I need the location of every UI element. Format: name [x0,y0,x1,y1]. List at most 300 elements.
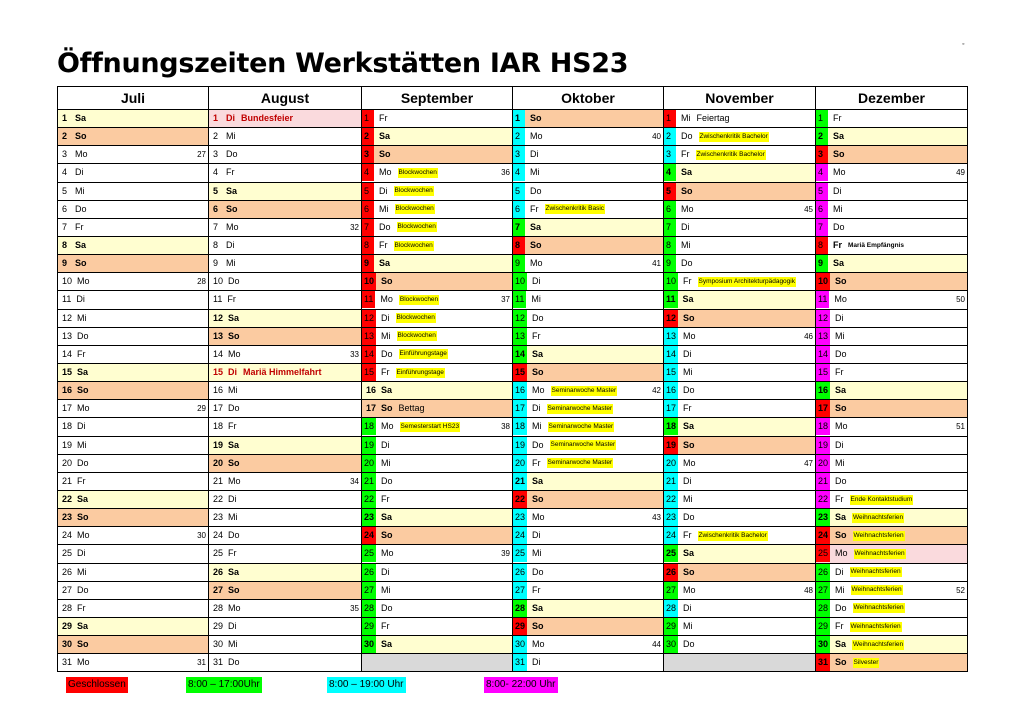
day-cell [664,636,816,654]
weekday-label: So [228,457,240,468]
weekday-label: Mo [379,167,392,178]
day-number: 20 [664,455,678,472]
day-cell [58,545,209,563]
day-number: 14 [513,346,527,363]
day-cell [209,636,362,654]
day-cell [664,654,816,672]
table-row [58,490,968,508]
table-row [58,454,968,472]
weekday-label: So [835,403,847,414]
day-cell [513,236,664,254]
day-cell [58,345,209,363]
day-number: 6 [664,201,676,218]
table-row [58,400,968,418]
day-number: 21 [213,475,224,486]
week-number: 44 [652,640,661,650]
table-row [58,617,968,635]
day-number: 5 [213,185,219,196]
day-cell [362,654,513,672]
event-label: Bundesfeier [241,113,294,124]
week-number: 45 [804,204,813,214]
day-cell [664,509,816,527]
table-row [58,527,968,545]
day-cell [362,291,513,309]
weekday-label: Fr [835,367,844,378]
weekday-label: Mo [77,657,90,668]
day-number: 26 [362,564,376,581]
day-cell [816,363,968,381]
day-number: 5 [816,183,828,200]
day-number: 31 [213,657,224,668]
day-cell [816,472,968,490]
day-number: 22 [62,494,73,505]
weekday-label: Mi [228,639,238,650]
day-cell [513,327,664,345]
day-cell [209,617,362,635]
day-cell [209,309,362,327]
day-number: 16 [513,382,527,399]
table-row [58,418,968,436]
day-number: 4 [62,167,68,178]
day-cell [816,273,968,291]
day-number: 5 [513,183,525,200]
day-cell [362,454,513,472]
day-cell [58,309,209,327]
week-number: 49 [956,168,965,178]
day-cell [816,400,968,418]
event-tag: Zwischenkritik Bachelor [699,132,768,140]
day-number: 20 [362,455,376,472]
day-cell [816,182,968,200]
day-number: 19 [213,439,224,450]
event-tag: Weihnachtsferien [853,640,904,648]
day-cell [816,255,968,273]
day-number: 16 [366,385,377,396]
day-cell [362,436,513,454]
day-cell [664,255,816,273]
calendar-table [57,86,968,672]
day-cell [209,218,362,236]
weekday-label: Mi [226,131,236,142]
weekday-label: Di [833,185,842,196]
day-cell [513,146,664,164]
weekday-label: Mi [77,312,87,323]
weekday-label: So [835,530,847,541]
week-number: 42 [652,386,661,396]
day-number: 4 [362,164,374,181]
event-tag: Blockwochen [397,332,436,340]
day-number: 19 [513,437,527,454]
event-tag: Ende Kontaktstudium [850,495,913,503]
event-label: Bettag [398,403,425,414]
day-cell [209,382,362,400]
weekday-label: Mi [683,494,693,505]
day-cell [58,164,209,182]
weekday-label: Fr [683,276,692,287]
day-cell [513,218,664,236]
day-cell [816,291,968,309]
day-cell [816,418,968,436]
weekday-label: So [681,185,693,196]
day-number: 21 [664,473,678,490]
day-number: 7 [816,219,828,236]
day-number: 27 [816,582,830,599]
day-number: 6 [816,201,828,218]
day-cell [816,218,968,236]
day-number: 8 [513,237,525,254]
event-tag: Seminarwoche Master [548,422,614,430]
day-number: 4 [213,167,219,178]
day-cell [209,545,362,563]
day-cell [664,436,816,454]
day-cell [513,527,664,545]
day-number: 23 [62,512,73,523]
day-number: 30 [362,636,376,653]
day-cell [209,128,362,146]
table-row [58,581,968,599]
day-number: 1 [816,110,828,127]
day-number: 29 [513,618,527,635]
day-cell [209,146,362,164]
day-number: 25 [62,548,73,559]
table-row [58,291,968,309]
day-cell [362,382,513,400]
day-cell [816,454,968,472]
day-number: 24 [513,527,527,544]
day-number: 11 [816,291,829,308]
day-number: 28 [213,602,224,613]
weekday-label: Sa [835,639,847,650]
day-number: 8 [816,237,828,254]
table-row [58,273,968,291]
day-cell [664,236,816,254]
week-number: 34 [350,476,359,486]
day-cell [513,436,664,454]
weekday-label: Mo [228,348,241,359]
day-cell [362,527,513,545]
day-cell [513,636,664,654]
weekday-label: Do [228,403,240,414]
day-number: 12 [362,310,376,327]
day-number: 6 [362,201,374,218]
day-number: 18 [213,421,224,432]
weekday-label: So [226,203,238,214]
day-cell [664,472,816,490]
day-cell [58,509,209,527]
day-number: 5 [62,185,68,196]
day-cell [362,490,513,508]
day-cell [513,400,664,418]
table-row [58,146,968,164]
day-number: 11 [62,294,72,305]
day-number: 21 [62,475,73,486]
day-number: 27 [213,584,224,595]
day-number: 9 [664,255,676,272]
weekday-label: Mo [835,548,848,559]
day-number: 26 [513,564,527,581]
weekday-label: Di [75,167,84,178]
weekday-label: Mo [834,294,847,305]
weekday-label: Do [228,530,240,541]
day-number: 18 [513,418,527,435]
day-cell [209,563,362,581]
day-cell [513,291,664,309]
day-number: 31 [816,654,830,671]
day-cell [362,327,513,345]
week-number: 39 [501,549,510,559]
day-number: 20 [513,455,527,472]
weekday-label: Mi [530,167,540,178]
day-cell [209,327,362,345]
day-number: 12 [513,310,527,327]
weekday-label: Mo [683,457,696,468]
weekday-label: Mi [681,113,691,124]
event-label: Feiertag [696,113,730,124]
weekday-label: Sa [228,312,240,323]
day-cell [816,309,968,327]
day-cell [513,509,664,527]
weekday-label: Sa [228,566,240,577]
day-number: 13 [816,328,830,345]
weekday-label: Fr [835,494,844,505]
day-cell [362,110,513,128]
day-cell [513,581,664,599]
weekday-label: Do [532,312,544,323]
day-number: 12 [816,310,830,327]
day-number: 17 [513,400,527,417]
weekday-label: Do [530,185,542,196]
weekday-label: So [532,367,544,378]
day-number: 9 [213,258,219,269]
weekday-label: Di [381,566,390,577]
day-cell [209,490,362,508]
day-cell [58,563,209,581]
day-cell [58,327,209,345]
day-cell [816,599,968,617]
day-number: 2 [362,128,374,145]
weekday-label: Mi [228,385,238,396]
weekday-label: So [75,131,87,142]
week-number: 51 [956,422,965,432]
day-number: 14 [213,348,224,359]
day-number: 13 [513,328,527,345]
table-row [58,345,968,363]
day-cell [362,309,513,327]
event-tag: Symposium Architekturpädagogik [698,277,795,285]
event-tag: Blockwochen [394,241,433,249]
month-header: September [362,87,513,110]
weekday-label: Sa [835,512,847,523]
weekday-label: So [379,149,391,160]
day-number: 5 [362,183,374,200]
day-number: 21 [816,473,830,490]
day-cell [209,436,362,454]
weekday-label: Mi [381,457,391,468]
day-cell [209,454,362,472]
day-cell [664,400,816,418]
weekday-label: Do [77,457,89,468]
weekday-label: Mi [681,240,691,251]
day-number: 15 [362,364,376,381]
table-row [58,182,968,200]
weekday-label: Sa [228,439,240,450]
weekday-label: Di [683,602,692,613]
week-number: 29 [197,404,206,414]
day-number: 29 [664,618,678,635]
day-number: 30 [664,636,678,653]
weekday-label: Sa [532,602,544,613]
day-cell [513,454,664,472]
day-number: 7 [664,219,676,236]
event-tag: Zwischenkritik Bachelor [698,531,767,539]
day-cell [362,545,513,563]
day-cell [664,418,816,436]
month-header: August [209,87,362,110]
day-number: 25 [816,545,830,562]
day-number: 6 [213,203,219,214]
day-number: 6 [513,201,525,218]
day-number: 27 [513,582,527,599]
weekday-label: Sa [381,639,393,650]
weekday-label: Mi [833,203,843,214]
weekday-label: Mo [381,421,394,432]
weekday-label: Sa [379,131,391,142]
day-number: 30 [62,639,73,650]
weekday-label: Mi [683,621,693,631]
weekday-label: Mo [532,512,545,523]
weekday-label: Sa [75,240,87,251]
day-number: 3 [664,146,676,163]
table-row [58,110,968,128]
weekday-label: So [530,113,542,124]
day-number: 17 [213,403,224,414]
day-cell [816,636,968,654]
weekday-label: Do [228,657,240,668]
event-tag: Blockwochen [395,205,434,213]
event-tag: Blockwochen [396,314,435,322]
day-number: 13 [362,328,376,345]
weekday-label: So [530,240,542,251]
weekday-label: Sa [833,131,845,142]
day-cell [209,400,362,418]
day-number: 11 [213,294,223,305]
day-cell [362,563,513,581]
day-number: 6 [62,203,68,214]
weekday-label: Sa [682,294,694,305]
weekday-label: Sa [532,475,544,486]
day-number: 23 [362,509,376,526]
legend-item: 8:00 – 19:00 Uhr [327,677,406,693]
day-cell [58,363,209,381]
table-row [58,327,968,345]
weekday-label: So [683,439,695,450]
day-cell [362,509,513,527]
day-number: 9 [816,255,828,272]
weekday-label: So [381,276,393,287]
weekday-label: Sa [681,167,693,178]
day-cell [816,236,968,254]
day-number: 14 [362,346,376,363]
weekday-label: Mo [228,475,241,486]
weekday-label: Di [835,439,844,450]
weekday-label: Sa [683,548,695,559]
day-cell [816,563,968,581]
table-row [58,382,968,400]
weekday-label: Do [379,221,391,232]
weekday-label: Mo [835,421,848,432]
day-cell [58,400,209,418]
table-row [58,545,968,563]
weekday-label: Do [532,439,544,450]
day-cell [58,418,209,436]
day-number: 9 [62,258,68,269]
day-number: 8 [664,237,676,254]
weekday-label: Di [381,312,390,323]
event-tag: Weihnachtsferien [854,549,905,557]
day-number: 22 [816,491,830,508]
day-cell [58,110,209,128]
day-number: 24 [362,527,376,544]
day-cell [209,110,362,128]
weekday-label: Fr [379,240,388,251]
day-number: 24 [664,527,678,544]
weekday-label: Fr [833,113,842,124]
weekday-label: So [835,276,847,287]
weekday-label: Do [681,258,693,269]
day-cell [513,200,664,218]
table-row [58,599,968,617]
day-number: 30 [816,636,830,653]
week-number: 32 [350,222,359,232]
day-cell [209,581,362,599]
weekday-label: Fr [681,149,690,160]
weekday-label: Fr [532,330,541,341]
day-cell [209,164,362,182]
day-cell [58,291,209,309]
day-cell [58,128,209,146]
day-cell [362,400,513,418]
day-number: 1 [213,113,219,124]
day-cell [664,345,816,363]
weekday-label: Fr [228,548,237,559]
day-number: 16 [816,382,830,399]
day-number: 12 [213,312,224,323]
day-cell [816,490,968,508]
day-cell [816,345,968,363]
week-number: 27 [197,150,206,160]
weekday-label: Mo [681,203,694,214]
day-number: 27 [664,582,678,599]
legend-item: 8:00- 22:00 Uhr [484,677,558,693]
event-tag: Einführungstage [399,350,447,358]
table-row [58,436,968,454]
day-cell [362,218,513,236]
day-cell [58,617,209,635]
day-cell [362,164,513,182]
weekday-label: Mi [226,258,236,269]
day-number: 29 [62,621,73,631]
table-row [58,309,968,327]
day-cell [209,599,362,617]
day-cell [664,128,816,146]
weekday-label: Mi [228,512,238,523]
event-tag: Weihnachtsferien [853,531,904,539]
weekday-label: Mo [683,584,696,595]
weekday-label: So [228,330,240,341]
weekday-label: Do [75,203,87,214]
event-tag: Weihnachtsferien [850,622,901,630]
day-number: 27 [62,584,73,595]
